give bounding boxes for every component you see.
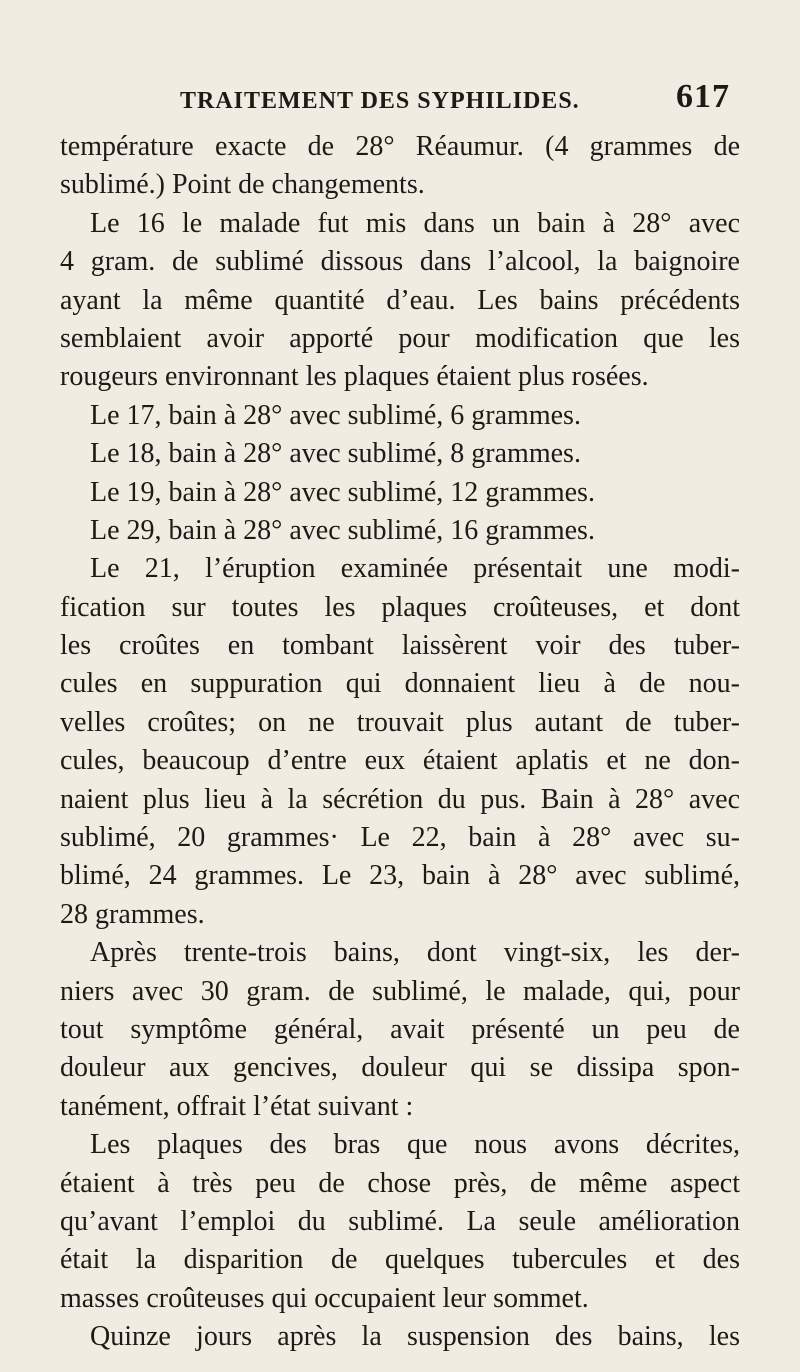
text-line: douleur aux gencives, douleur qui se dissipa spon- — [60, 1052, 740, 1084]
text-line: tout symptôme général, avait présenté un peu de — [60, 1013, 740, 1045]
text-line: étaient à très peu de chose près, de même aspect — [60, 1167, 740, 1199]
text-line: Le 21, l’éruption examinée présentait une modi- — [90, 553, 740, 585]
text-line: les croûtes en tombant laissèrent voir des tuber- — [60, 630, 740, 662]
text-line: blimé, 24 grammes. Le 23, bain à 28° avec sublimé, — [60, 860, 740, 892]
text-line: température exacte de 28° Réaumur. (4 grammes de — [60, 131, 740, 162]
text-line: semblaient avoir apporté pour modification que les — [60, 322, 740, 354]
text-line: Le 16 le malade fut mis dans un bain à 28° avec — [90, 207, 740, 239]
text-line: qu’avant l’emploi du sublimé. La seule amélioration — [60, 1205, 740, 1237]
text-line: Le 17, bain à 28° avec sublimé, 6 grammes. — [90, 399, 581, 431]
text-line: niers avec 30 gram. de sublimé, le malade, qui, pour — [60, 975, 740, 1007]
text-line: rougeurs environnant les plaques étaient plus rosées. — [60, 361, 649, 393]
text-line: sublimé.) Point de changements. — [60, 169, 425, 201]
text-line: naient plus lieu à la sécrétion du pus. Bain à 28° avec — [60, 783, 740, 815]
running-title: TRAITEMENT DES SYPHILIDES. — [180, 88, 580, 114]
text-line: tanément, offrait l’état suivant : — [60, 1090, 414, 1122]
text-line: masses croûteuses qui occupaient leur sommet. — [60, 1282, 589, 1314]
text-line: sublimé, 20 grammes· Le 22, bain à 28° avec su- — [60, 822, 740, 854]
page-number: 617 — [676, 78, 730, 115]
text-line: était la disparition de quelques tubercules et des — [60, 1244, 740, 1276]
text-line: ayant la même quantité d’eau. Les bains précédents — [60, 284, 740, 316]
text-line: fication sur toutes les plaques croûteuses, et dont — [60, 591, 740, 623]
text-line: Quinze jours après la suspension des bains, les — [90, 1321, 740, 1353]
running-header — [70, 78, 730, 118]
text-line: 28 grammes. — [60, 898, 205, 930]
text-line: cules, beaucoup d’entre eux étaient aplatis et ne don- — [60, 745, 740, 777]
text-line: Le 29, bain à 28° avec sublimé, 16 grammes. — [90, 514, 595, 546]
body-text — [60, 128, 740, 1357]
text-line: Après trente-trois bains, dont vingt-six, les der- — [90, 937, 740, 969]
text-line: Le 19, bain à 28° avec sublimé, 12 grammes. — [90, 476, 595, 508]
text-line: cules en suppuration qui donnaient lieu à de nou- — [60, 668, 740, 700]
text-line: Le 18, bain à 28° avec sublimé, 8 grammes. — [90, 438, 581, 470]
text-line: Les plaques des bras que nous avons décrites, — [90, 1129, 740, 1161]
text-line: 4 gram. de sublimé dissous dans l’alcool, la baignoire — [60, 246, 740, 278]
text-line: velles croûtes; on ne trouvait plus autant de tuber- — [60, 706, 740, 738]
